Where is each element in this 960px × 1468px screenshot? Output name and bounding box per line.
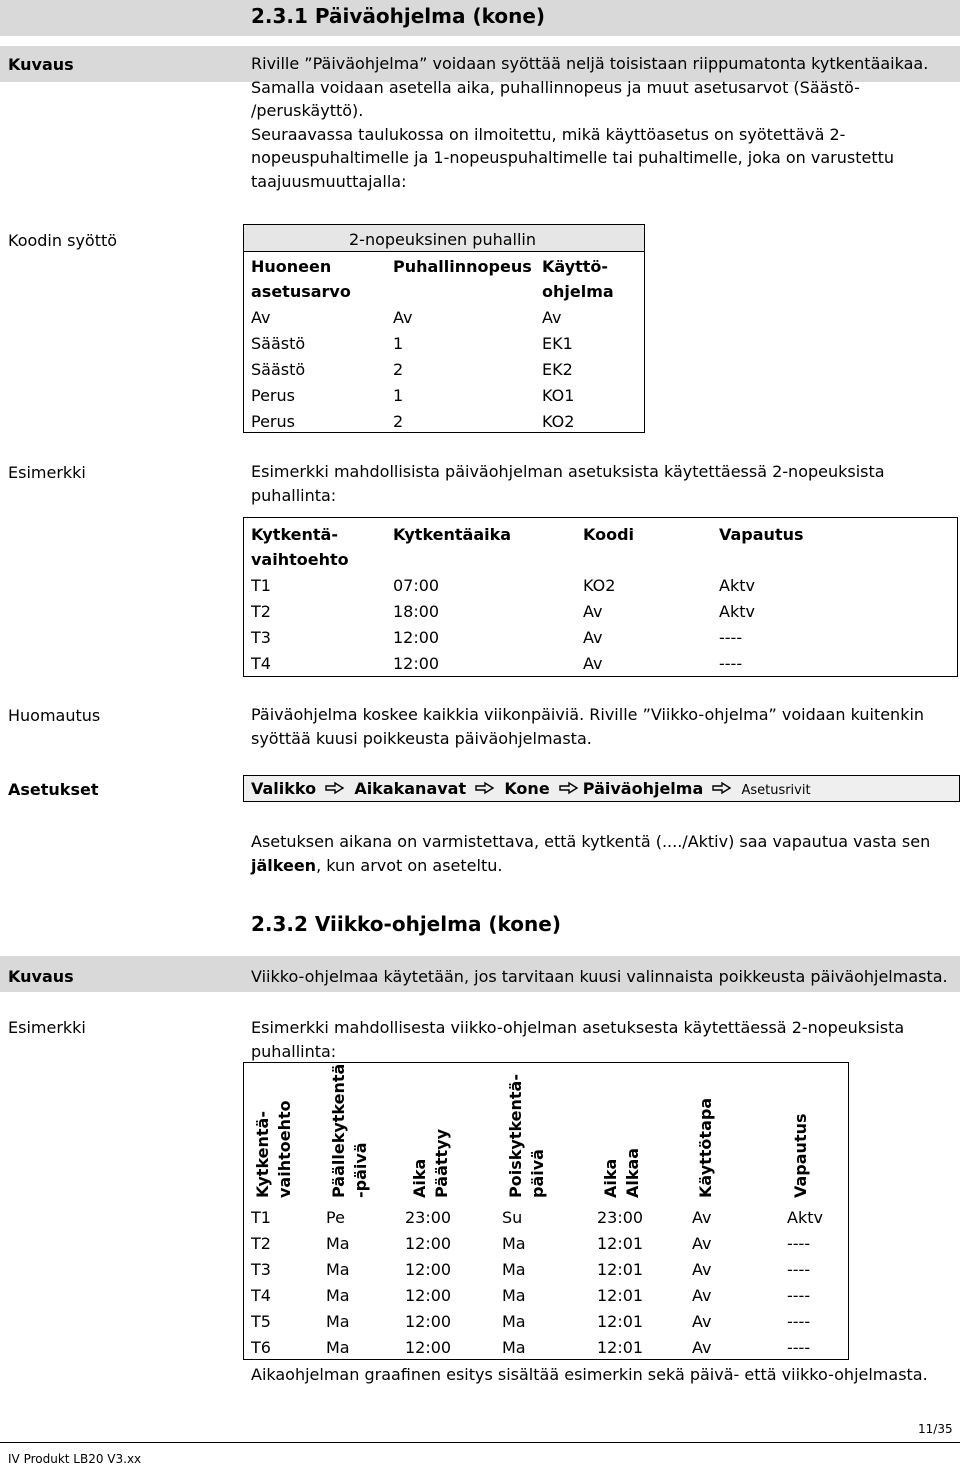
menu-path-item: Kone (504, 779, 550, 798)
table-cell: Aktv (719, 576, 755, 595)
table-cell: Ma (502, 1338, 526, 1357)
table-cell: Aktv (787, 1208, 823, 1227)
table-cell: ---- (787, 1286, 811, 1305)
table-cell: ---- (719, 654, 743, 673)
table-cell: T4 (251, 654, 271, 673)
table-cell: 1 (393, 386, 404, 405)
kuvaus-line: /peruskäyttö). (251, 101, 364, 120)
table-cell: Perus (251, 412, 295, 431)
table-header: Kytkentä- vaihtoehto (253, 1100, 294, 1198)
table-header: Päällekytkentä -päivä (329, 1063, 370, 1198)
table-cell: 07:00 (393, 576, 440, 595)
table-cell: Perus (251, 386, 295, 405)
table-cell: Ma (326, 1260, 350, 1279)
table-cell: Av (692, 1286, 712, 1305)
table-header: Aika Alkaa (601, 1147, 642, 1198)
footer-divider (0, 1442, 960, 1443)
table-cell: 18:00 (393, 602, 440, 621)
table-cell: Ma (502, 1234, 526, 1253)
table-cell: Av (583, 628, 603, 647)
esimerkki-label: Esimerkki (8, 463, 86, 482)
table-header: Puhallinnopeus (393, 257, 532, 276)
table-cell: 12:00 (405, 1338, 452, 1357)
table-cell: Pe (326, 1208, 345, 1227)
table-cell: KO2 (542, 412, 575, 431)
table-cell: EK2 (542, 360, 573, 379)
table-cell: 12:01 (597, 1286, 644, 1305)
table-header: Vapautus (719, 525, 804, 544)
table-cell: 12:00 (405, 1286, 452, 1305)
table-header: Kytkentä- (251, 525, 338, 544)
table-cell: Su (502, 1208, 523, 1227)
huomautus-line: syöttää kuusi poikkeusta päiväohjelmasta. (251, 728, 592, 748)
table-cell: 12:00 (405, 1260, 452, 1279)
huomautus-label: Huomautus (8, 706, 101, 725)
table-cell: Av (692, 1312, 712, 1331)
table-cell: T1 (251, 576, 271, 595)
kuvaus2-text: Viikko-ohjelmaa käytetään, jos tarvitaan kuusi valinnaista poikkeusta päiväohjelmasta. (251, 967, 948, 986)
table-header: Koodi (583, 525, 635, 544)
table-cell: 2 (393, 412, 404, 431)
kuvaus-line: Riville ”Päiväohjelma” voidaan syöttää neljä toisistaan riippumatonta kytkentäaikaa. (251, 54, 929, 73)
table-header: Kytkentäaika (393, 525, 512, 544)
table-cell: 12:00 (405, 1312, 452, 1331)
footer-product: IV Produkt LB20 V3.xx (8, 1452, 142, 1466)
asetukset-note-line: Asetuksen aikana on varmistettava, että kytkentä (..../Aktiv) saa vapautua vasta sen (251, 832, 931, 851)
table-cell: Ma (326, 1286, 350, 1305)
table-cell: T3 (251, 1260, 271, 1279)
esimerkki2-label: Esimerkki (8, 1018, 86, 1037)
table-cell: T3 (251, 628, 271, 647)
esimerkki2-line: puhallinta: (251, 1041, 337, 1061)
table-cell: 12:00 (393, 628, 440, 647)
table-cell: 2 (393, 360, 404, 379)
table-header: Aika Päättyy (410, 1128, 451, 1198)
table-cell: Säästö (251, 360, 306, 379)
table-cell: T4 (251, 1286, 271, 1305)
table-cell: EK1 (542, 334, 573, 353)
huomautus-text (251, 703, 951, 750)
table-cell: Av (251, 308, 271, 327)
table-cell: 12:00 (393, 654, 440, 673)
arrow-right-icon (474, 781, 496, 795)
table-cell: ---- (787, 1312, 811, 1331)
table-cell: Ma (502, 1260, 526, 1279)
kuvaus-line: Samalla voidaan asetella aika, puhallinnopeus ja muut asetusarvot (Säästö- (251, 77, 860, 97)
table-cell: T5 (251, 1312, 271, 1331)
huomautus-line: Päiväohjelma koskee kaikkia viikonpäiviä. Riville ”Viikko-ohjelma” voidaan kuitenkin (251, 705, 925, 724)
table-cell: 12:01 (597, 1234, 644, 1253)
kuvaus-text (251, 52, 951, 193)
table-cell: T2 (251, 602, 271, 621)
table-cell: T2 (251, 1234, 271, 1253)
table-cell: 1 (393, 334, 404, 353)
table-cell: KO2 (583, 576, 616, 595)
asetukset-note-tail: , kun arvot on aseteltu. (316, 855, 503, 875)
table-cell: Aktv (719, 602, 755, 621)
table-cell: 12:01 (597, 1338, 644, 1357)
esimerkki2-line: Esimerkki mahdollisesta viikko-ohjelman asetuksesta käytettäessä 2-nopeuksista (251, 1018, 905, 1037)
table-cell: Av (393, 308, 413, 327)
table-header: Poiskytkentä- päivä (506, 1074, 547, 1198)
table-header: vaihtoehto (251, 550, 349, 569)
kuvaus-line: taajuusmuuttajalla: (251, 171, 407, 191)
table-cell: 12:00 (405, 1234, 452, 1253)
table-caption: 2-nopeuksinen puhallin (349, 230, 536, 249)
kuvaus-line: nopeuspuhaltimelle ja 1-nopeuspuhaltimelle tai puhaltimelle, joka on varustettu (251, 148, 895, 167)
week-footnote: Aikaohjelman graafinen esitys sisältää esimerkin sekä päivä- että viikko-ohjelmasta. (251, 1365, 928, 1384)
esimerkki-line: Esimerkki mahdollisista päiväohjelman asetuksista käytettäessä 2-nopeuksista (251, 462, 885, 481)
arrow-right-icon (711, 781, 733, 795)
table-header: asetusarvo (251, 282, 351, 301)
table-cell: ---- (787, 1234, 811, 1253)
asetukset-label: Asetukset (8, 780, 99, 799)
esimerkki2-text (251, 1016, 951, 1063)
esimerkki-line: puhallinta: (251, 485, 337, 505)
table-cell: Säästö (251, 334, 306, 353)
menu-path-item: Valikko (251, 779, 317, 798)
table-cell: Av (692, 1260, 712, 1279)
table-cell: KO1 (542, 386, 575, 405)
table-cell: Ma (326, 1338, 350, 1357)
menu-path-item: Aikakanavat (354, 779, 467, 798)
arrow-right-icon (324, 781, 346, 795)
table-cell: ---- (719, 628, 743, 647)
asetukset-note-bold: jälkeen (251, 855, 317, 875)
table-cell: Ma (502, 1286, 526, 1305)
section-title: 2.3.1 Päiväohjelma (kone) (251, 4, 546, 28)
arrow-right-icon (558, 781, 580, 795)
table-cell: 23:00 (597, 1208, 644, 1227)
table-header: ohjelma (542, 282, 614, 301)
table-cell: Av (583, 654, 603, 673)
table-cell: ---- (787, 1338, 811, 1357)
kuvaus2-label: Kuvaus (8, 967, 74, 986)
section2-title: 2.3.2 Viikko-ohjelma (kone) (251, 912, 561, 936)
page-number: 11/35 (918, 1422, 953, 1436)
table-cell: Ma (326, 1312, 350, 1331)
asetukset-note (251, 830, 951, 877)
table-cell: Av (692, 1234, 712, 1253)
kuvaus-line: Seuraavassa taulukossa on ilmoitettu, mikä käyttöasetus on syötettävä 2- (251, 124, 846, 144)
kuvaus-label: Kuvaus (8, 55, 74, 74)
esimerkki-text (251, 460, 951, 507)
table-cell: Av (692, 1208, 712, 1227)
table-cell: Av (583, 602, 603, 621)
table-cell: T1 (251, 1208, 271, 1227)
koodin-syotto-label: Koodin syöttö (8, 231, 118, 250)
menu-path-item: Asetusrivit (741, 783, 811, 798)
menu-path-item: Päiväohjelma (582, 779, 704, 798)
table-cell: Ma (326, 1234, 350, 1253)
table-header: Käyttö- (542, 257, 609, 276)
table-cell: 12:01 (597, 1312, 644, 1331)
table-cell: 12:01 (597, 1260, 644, 1279)
table-header: Vapautus (791, 1113, 810, 1198)
menu-path (251, 779, 811, 798)
table-header: Huoneen (251, 257, 332, 276)
table-cell: T6 (251, 1338, 271, 1357)
table-cell: Ma (502, 1312, 526, 1331)
table-cell: 23:00 (405, 1208, 452, 1227)
table-cell: Av (542, 308, 562, 327)
table-cell: Av (692, 1338, 712, 1357)
table-cell: ---- (787, 1260, 811, 1279)
table-header: Käyttötapa (696, 1097, 715, 1198)
